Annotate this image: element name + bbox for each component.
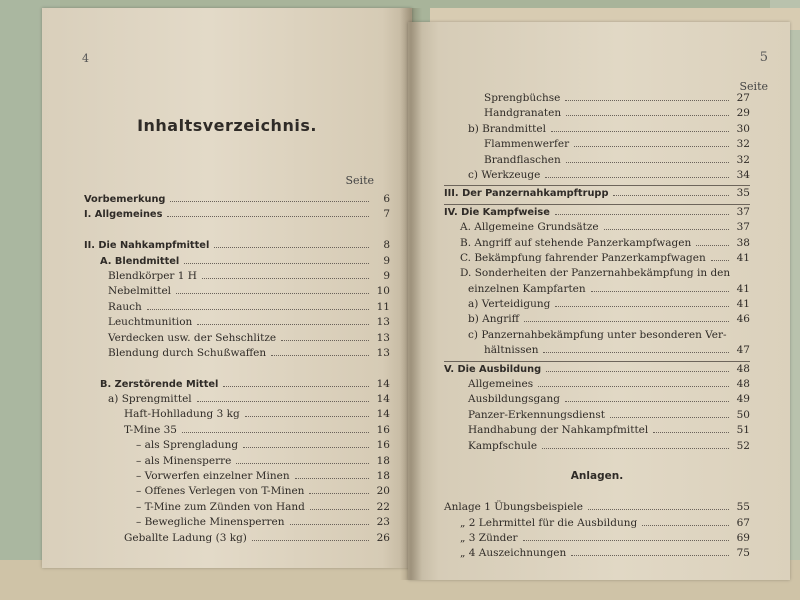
- toc-leader-dots: [538, 386, 729, 387]
- toc-leader-dots: [245, 416, 369, 417]
- toc-entry: [444, 154, 750, 169]
- toc-entry-label: Anlage 1 Übungsbeispiele: [444, 501, 584, 514]
- toc-entry-label: Rauch: [108, 300, 142, 313]
- toc-entry-page: 69: [736, 531, 750, 544]
- toc-entry-page: 30: [736, 122, 750, 135]
- toc-entry: [444, 455, 750, 470]
- toc-entry: [444, 267, 750, 282]
- toc-entry-label: b) Brandmittel: [468, 122, 546, 135]
- toc-leader-dots: [310, 509, 369, 510]
- toc-leader-dots: [571, 555, 729, 556]
- toc-entry-page: 46: [736, 313, 750, 326]
- toc-leader-dots: [591, 291, 729, 292]
- toc-leader-dots: [223, 386, 369, 387]
- toc-entry: [84, 193, 390, 208]
- toc-leader-dots: [551, 131, 729, 132]
- toc-entry: [444, 92, 750, 107]
- toc-entry-label: Blendung durch Schußwaffen: [108, 346, 267, 359]
- right-page: [408, 22, 790, 580]
- toc-entry: [84, 270, 390, 285]
- toc-entry-label: – Vorwerfen einzelner Minen: [136, 470, 290, 483]
- toc-entry-label: D. Sonderheiten der Panzernahbekämpfung in den: [460, 267, 731, 280]
- toc-leader-dots: [588, 509, 729, 510]
- toc-entry: [84, 408, 390, 423]
- toc-entry-page: 41: [736, 282, 750, 295]
- toc-leader-dots: [236, 463, 369, 464]
- toc-entry-page: 38: [736, 236, 750, 249]
- toc-divider: [444, 361, 750, 362]
- toc-leader-dots: [290, 524, 369, 525]
- toc-entry-page: 13: [376, 331, 390, 344]
- toc-entry: [444, 409, 750, 424]
- toc-leader-dots: [214, 247, 369, 248]
- toc-entry-page: 20: [376, 485, 390, 498]
- toc-entry-page: 14: [376, 408, 390, 421]
- toc-entry-page: 13: [376, 346, 390, 359]
- toc-entry-page: 48: [736, 362, 750, 375]
- toc-entry: [444, 206, 750, 221]
- toc-entry: [444, 237, 750, 252]
- toc-entry: [444, 138, 750, 153]
- toc-section-heading: [444, 470, 750, 485]
- toc-entry-label: I. Allgemeines: [84, 209, 163, 221]
- toc-entry-page: 14: [376, 393, 390, 406]
- toc-entry-label: „ 4 Auszeichnungen: [460, 547, 567, 560]
- toc-leader-dots: [184, 263, 369, 264]
- toc-entry: [444, 344, 750, 359]
- right-toc-list: [444, 92, 750, 563]
- toc-entry: [444, 440, 750, 455]
- toc-leader-dots: [566, 115, 729, 116]
- toc-entry: [84, 301, 390, 316]
- toc-divider: [444, 204, 750, 205]
- toc-entry: [84, 208, 390, 223]
- toc-entry: [444, 169, 750, 184]
- toc-entry: [444, 532, 750, 547]
- toc-entry: [84, 455, 390, 470]
- toc-leader-dots: [524, 321, 729, 322]
- toc-entry-label: A. Blendmittel: [100, 255, 180, 267]
- toc-entry: [84, 424, 390, 439]
- left-page-number: 4: [82, 52, 89, 65]
- toc-entry-label: – als Minensperre: [136, 454, 232, 467]
- toc-entry-page: 6: [383, 193, 390, 205]
- toc-entry-label: Panzer-Erkennungsdienst: [468, 408, 606, 421]
- toc-entry-label: Handgranaten: [484, 107, 562, 120]
- toc-leader-dots: [565, 100, 729, 101]
- toc-entry-page: 14: [376, 377, 390, 390]
- book-gutter: [400, 8, 422, 580]
- toc-entry: [444, 424, 750, 439]
- toc-leader-dots: [542, 448, 729, 449]
- toc-entry-label: B. Zerstörende Mittel: [100, 378, 219, 390]
- toc-entry-label: Vorbemerkung: [84, 194, 166, 205]
- toc-leader-dots: [252, 540, 369, 541]
- toc-entry: [84, 439, 390, 454]
- toc-entry: [84, 239, 390, 254]
- toc-leader-dots: [176, 293, 369, 294]
- toc-entry: [444, 107, 750, 122]
- toc-entry: [84, 332, 390, 347]
- toc-entry-page: 13: [376, 316, 390, 329]
- toc-entry-page: 32: [736, 138, 750, 151]
- left-page: [42, 8, 412, 568]
- toc-leader-dots: [613, 195, 729, 196]
- toc-leader-dots: [197, 324, 369, 325]
- right-column-header: Seite: [739, 80, 768, 93]
- toc-leader-dots: [202, 278, 369, 279]
- toc-entry: [84, 501, 390, 516]
- toc-entry-page: 47: [736, 344, 750, 357]
- toc-entry: [444, 283, 750, 298]
- toc-leader-dots: [543, 352, 729, 353]
- toc-leader-dots: [182, 432, 369, 433]
- toc-entry-label: „ 3 Zünder: [460, 531, 518, 544]
- toc-entry-label: Leuchtmunition: [108, 316, 193, 329]
- toc-leader-dots: [610, 417, 729, 418]
- toc-entry-page: 52: [736, 439, 750, 452]
- toc-entry-page: 55: [736, 501, 750, 514]
- toc-entry-label: b) Angriff: [468, 313, 520, 326]
- toc-entry-label: Haft-Hohlladung 3 kg: [124, 408, 240, 421]
- toc-entry-page: 23: [376, 516, 390, 529]
- toc-entry: [444, 329, 750, 344]
- toc-entry-label: Kampfschule: [468, 439, 538, 452]
- toc-entry-label: – als Sprengladung: [136, 439, 239, 452]
- toc-entry-label: Blendkörper 1 H: [108, 269, 197, 282]
- toc-entry-page: 50: [736, 408, 750, 421]
- toc-entry-label: – Offenes Verlegen von T-Minen: [136, 485, 305, 498]
- left-toc-list: [84, 193, 390, 547]
- toc-entry-page: 8: [383, 239, 390, 252]
- toc-entry-page: 37: [736, 205, 750, 218]
- toc-entry: [444, 378, 750, 393]
- toc-entry-label: Nebelmittel: [108, 285, 172, 298]
- toc-entry-page: 9: [383, 269, 390, 282]
- toc-entry-page: 41: [736, 251, 750, 264]
- right-page-number: 5: [759, 50, 768, 65]
- toc-entry-label: Anlagen.: [570, 470, 624, 483]
- toc-leader-dots: [281, 340, 369, 341]
- toc-leader-dots: [295, 478, 369, 479]
- toc-leader-dots: [565, 401, 729, 402]
- toc-entry: [84, 362, 390, 377]
- toc-divider: [444, 185, 750, 186]
- toc-entry: [84, 285, 390, 300]
- toc-entry: [84, 485, 390, 500]
- toc-entry: [444, 517, 750, 532]
- toc-entry: [84, 224, 390, 239]
- toc-entry: [84, 532, 390, 547]
- toc-entry: [444, 298, 750, 313]
- toc-entry-label: T-Mine 35: [124, 423, 177, 436]
- toc-entry: [84, 378, 390, 393]
- toc-leader-dots: [147, 309, 369, 310]
- toc-entry-label: Geballte Ladung (3 kg): [124, 531, 247, 544]
- toc-leader-dots: [574, 146, 729, 147]
- toc-entry-label: – T-Mine zum Zünden von Hand: [136, 500, 305, 513]
- toc-entry: [444, 187, 750, 202]
- toc-leader-dots: [642, 525, 729, 526]
- toc-entry-page: 29: [736, 107, 750, 120]
- toc-leader-dots: [309, 493, 369, 494]
- toc-entry-label: II. Die Nahkampfmittel: [84, 240, 210, 252]
- toc-entry-page: 10: [376, 285, 390, 298]
- toc-entry-page: 18: [376, 470, 390, 483]
- toc-leader-dots: [566, 162, 729, 163]
- toc-entry-page: 37: [736, 221, 750, 234]
- toc-entry-label: a) Sprengmittel: [108, 393, 192, 406]
- toc-entry: [444, 123, 750, 138]
- toc-entry-label: IV. Die Kampfweise: [444, 206, 550, 218]
- toc-entry-label: Flammenwerfer: [484, 138, 570, 151]
- toc-entry-page: 7: [383, 208, 390, 221]
- toc-entry-label: Ausbildungsgang: [468, 393, 560, 406]
- toc-entry-label: einzelnen Kampfarten: [468, 282, 586, 295]
- toc-title: Inhaltsverzeichnis.: [137, 116, 317, 135]
- toc-leader-dots: [604, 229, 729, 230]
- toc-entry: [84, 516, 390, 531]
- toc-entry: [444, 313, 750, 328]
- toc-leader-dots: [696, 245, 729, 246]
- toc-entry-label: Verdecken usw. der Sehschlitze: [108, 331, 277, 344]
- toc-entry-label: Sprengbüchse: [484, 92, 561, 104]
- toc-entry-label: hältnissen: [484, 344, 539, 357]
- toc-entry-label: C. Bekämpfung fahrender Panzerkampfwagen: [460, 251, 706, 264]
- toc-entry-label: Handhabung der Nahkampfmittel: [468, 424, 649, 437]
- toc-entry-page: 67: [736, 516, 750, 529]
- toc-entry-label: a) Verteidigung: [468, 298, 551, 311]
- toc-entry-page: 35: [736, 187, 750, 200]
- toc-entry: [444, 221, 750, 236]
- toc-entry-page: 22: [376, 500, 390, 513]
- toc-leader-dots: [555, 214, 729, 215]
- toc-entry-page: 9: [383, 254, 390, 267]
- toc-entry: [444, 393, 750, 408]
- toc-entry: [444, 547, 750, 562]
- toc-entry-page: 11: [376, 300, 390, 313]
- toc-entry-page: 34: [736, 168, 750, 181]
- toc-entry: [444, 486, 750, 501]
- toc-entry: [444, 252, 750, 267]
- toc-entry-page: 75: [736, 547, 750, 560]
- toc-leader-dots: [555, 306, 729, 307]
- toc-leader-dots: [523, 540, 729, 541]
- toc-leader-dots: [170, 201, 369, 202]
- toc-leader-dots: [711, 260, 729, 261]
- toc-entry-label: c) Werkzeuge: [468, 168, 541, 181]
- toc-entry-label: B. Angriff auf stehende Panzerkampfwagen: [460, 236, 692, 249]
- toc-entry-page: 49: [736, 393, 750, 406]
- toc-leader-dots: [271, 355, 369, 356]
- toc-entry-page: 32: [736, 153, 750, 166]
- toc-entry-page: 16: [376, 423, 390, 436]
- toc-leader-dots: [243, 447, 369, 448]
- toc-entry-page: 18: [376, 454, 390, 467]
- toc-entry-label: V. Die Ausbildung: [444, 363, 542, 375]
- toc-entry-label: „ 2 Lehrmittel für die Ausbildung: [460, 516, 638, 529]
- toc-entry-page: 27: [736, 92, 750, 104]
- toc-entry-label: A. Allgemeine Grundsätze: [460, 221, 599, 234]
- toc-entry-label: Brandflaschen: [484, 153, 561, 166]
- left-column-header: Seite: [345, 174, 374, 187]
- toc-entry-page: 16: [376, 439, 390, 452]
- toc-entry: [444, 501, 750, 516]
- toc-leader-dots: [545, 177, 729, 178]
- toc-entry-label: – Bewegliche Minensperren: [136, 516, 285, 529]
- toc-entry-page: 41: [736, 298, 750, 311]
- toc-entry: [84, 316, 390, 331]
- toc-entry: [84, 255, 390, 270]
- toc-leader-dots: [653, 432, 729, 433]
- toc-entry: [84, 347, 390, 362]
- toc-leader-dots: [197, 401, 369, 402]
- toc-leader-dots: [546, 371, 729, 372]
- toc-entry: [84, 470, 390, 485]
- toc-entry-page: 26: [376, 531, 390, 544]
- toc-entry-label: Allgemeines: [468, 378, 534, 391]
- toc-entry-page: 51: [736, 424, 750, 437]
- toc-entry-page: 48: [736, 378, 750, 391]
- toc-entry-label: c) Panzernahbekämpfung unter besonderen Ver-: [468, 328, 727, 341]
- toc-entry-label: III. Der Panzernahkampftrupp: [444, 188, 609, 200]
- toc-leader-dots: [167, 216, 369, 217]
- toc-entry: [84, 393, 390, 408]
- toc-entry: [444, 363, 750, 378]
